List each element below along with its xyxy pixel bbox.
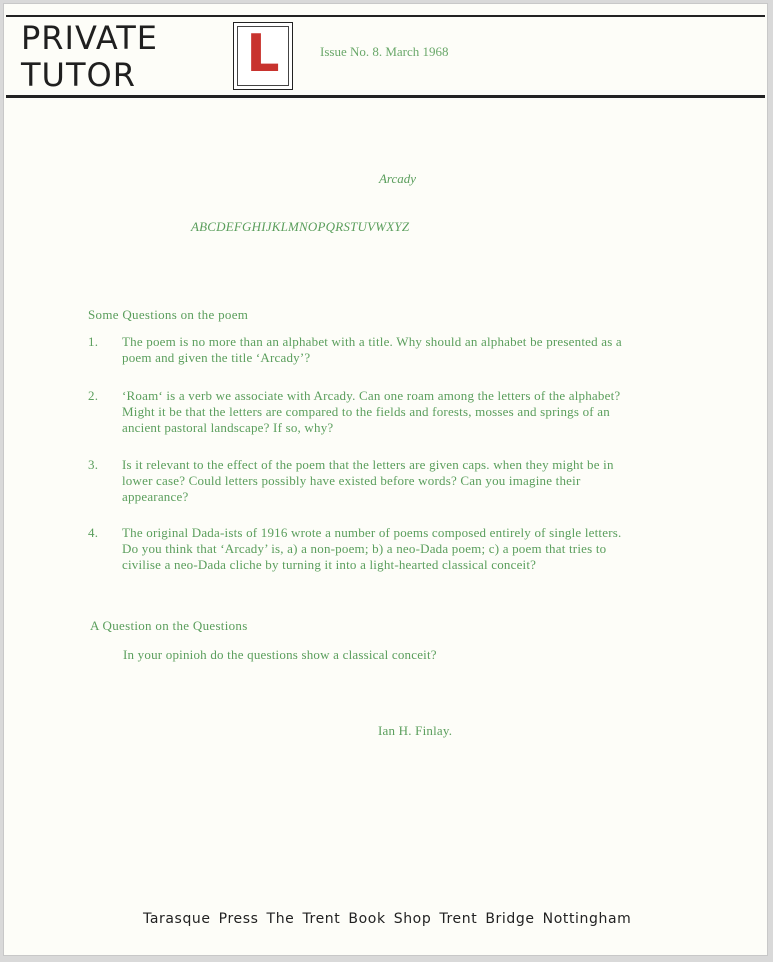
meta-question-heading: A Question on the Questions — [90, 618, 248, 633]
poem-body: ABCDEFGHIJKLMNOPQRSTUVWXYZ — [191, 219, 410, 234]
header-top-rule — [6, 15, 765, 17]
masthead-line-1: PRIVATE — [21, 19, 158, 57]
learner-plate-letter: L — [246, 24, 280, 84]
issue-line: Issue No. 8. March 1968 — [320, 44, 449, 59]
learner-plate-logo — [233, 22, 293, 90]
question-number: 2. — [88, 388, 99, 403]
questions-heading: Some Questions on the poem — [88, 307, 249, 322]
question-number: 3. — [88, 457, 99, 472]
publisher-footer: Tarasque Press The Trent Book Shop Trent Bridge Nottingham — [143, 911, 632, 927]
question-text: Is it relevant to the effect of the poem that the letters are given caps. when they might be in lower case? Could letters possibly have existed before words? Can you imagine their appearance? — [122, 457, 614, 504]
masthead-title — [21, 20, 158, 94]
author-signature: Ian H. Finlay. — [378, 723, 453, 738]
question-number: 1. — [88, 334, 99, 349]
document-page — [3, 3, 768, 956]
meta-question-text: In your opinioh do the questions show a classical conceit? — [123, 647, 437, 662]
question-text: The poem is no more than an alphabet with a title. Why should an alphabet be presented as a poem and given the title ‘Arcady’? — [122, 334, 622, 365]
question-number: 4. — [88, 525, 99, 540]
question-text: ‘Roam‘ is a verb we associate with Arcady. Can one roam among the letters of the alphabet? Might it be that the letters are compared to the fields and forests, mosses and springs of an ancient pastoral landscape? If so, why? — [122, 388, 621, 435]
poem-title: Arcady — [378, 171, 417, 186]
masthead-line-2: TUTOR — [21, 56, 136, 94]
question-text: The original Dada-ists of 1916 wrote a number of poems composed entirely of single letters. Do you think that ‘Arcady’ is, a) a non-poem; b) a neo-Dada poem; c) a poem that tries to civilise a neo-Dada cliche by turning it into a light-hearted classical conceit? — [122, 525, 622, 572]
header-bottom-rule — [6, 95, 765, 98]
